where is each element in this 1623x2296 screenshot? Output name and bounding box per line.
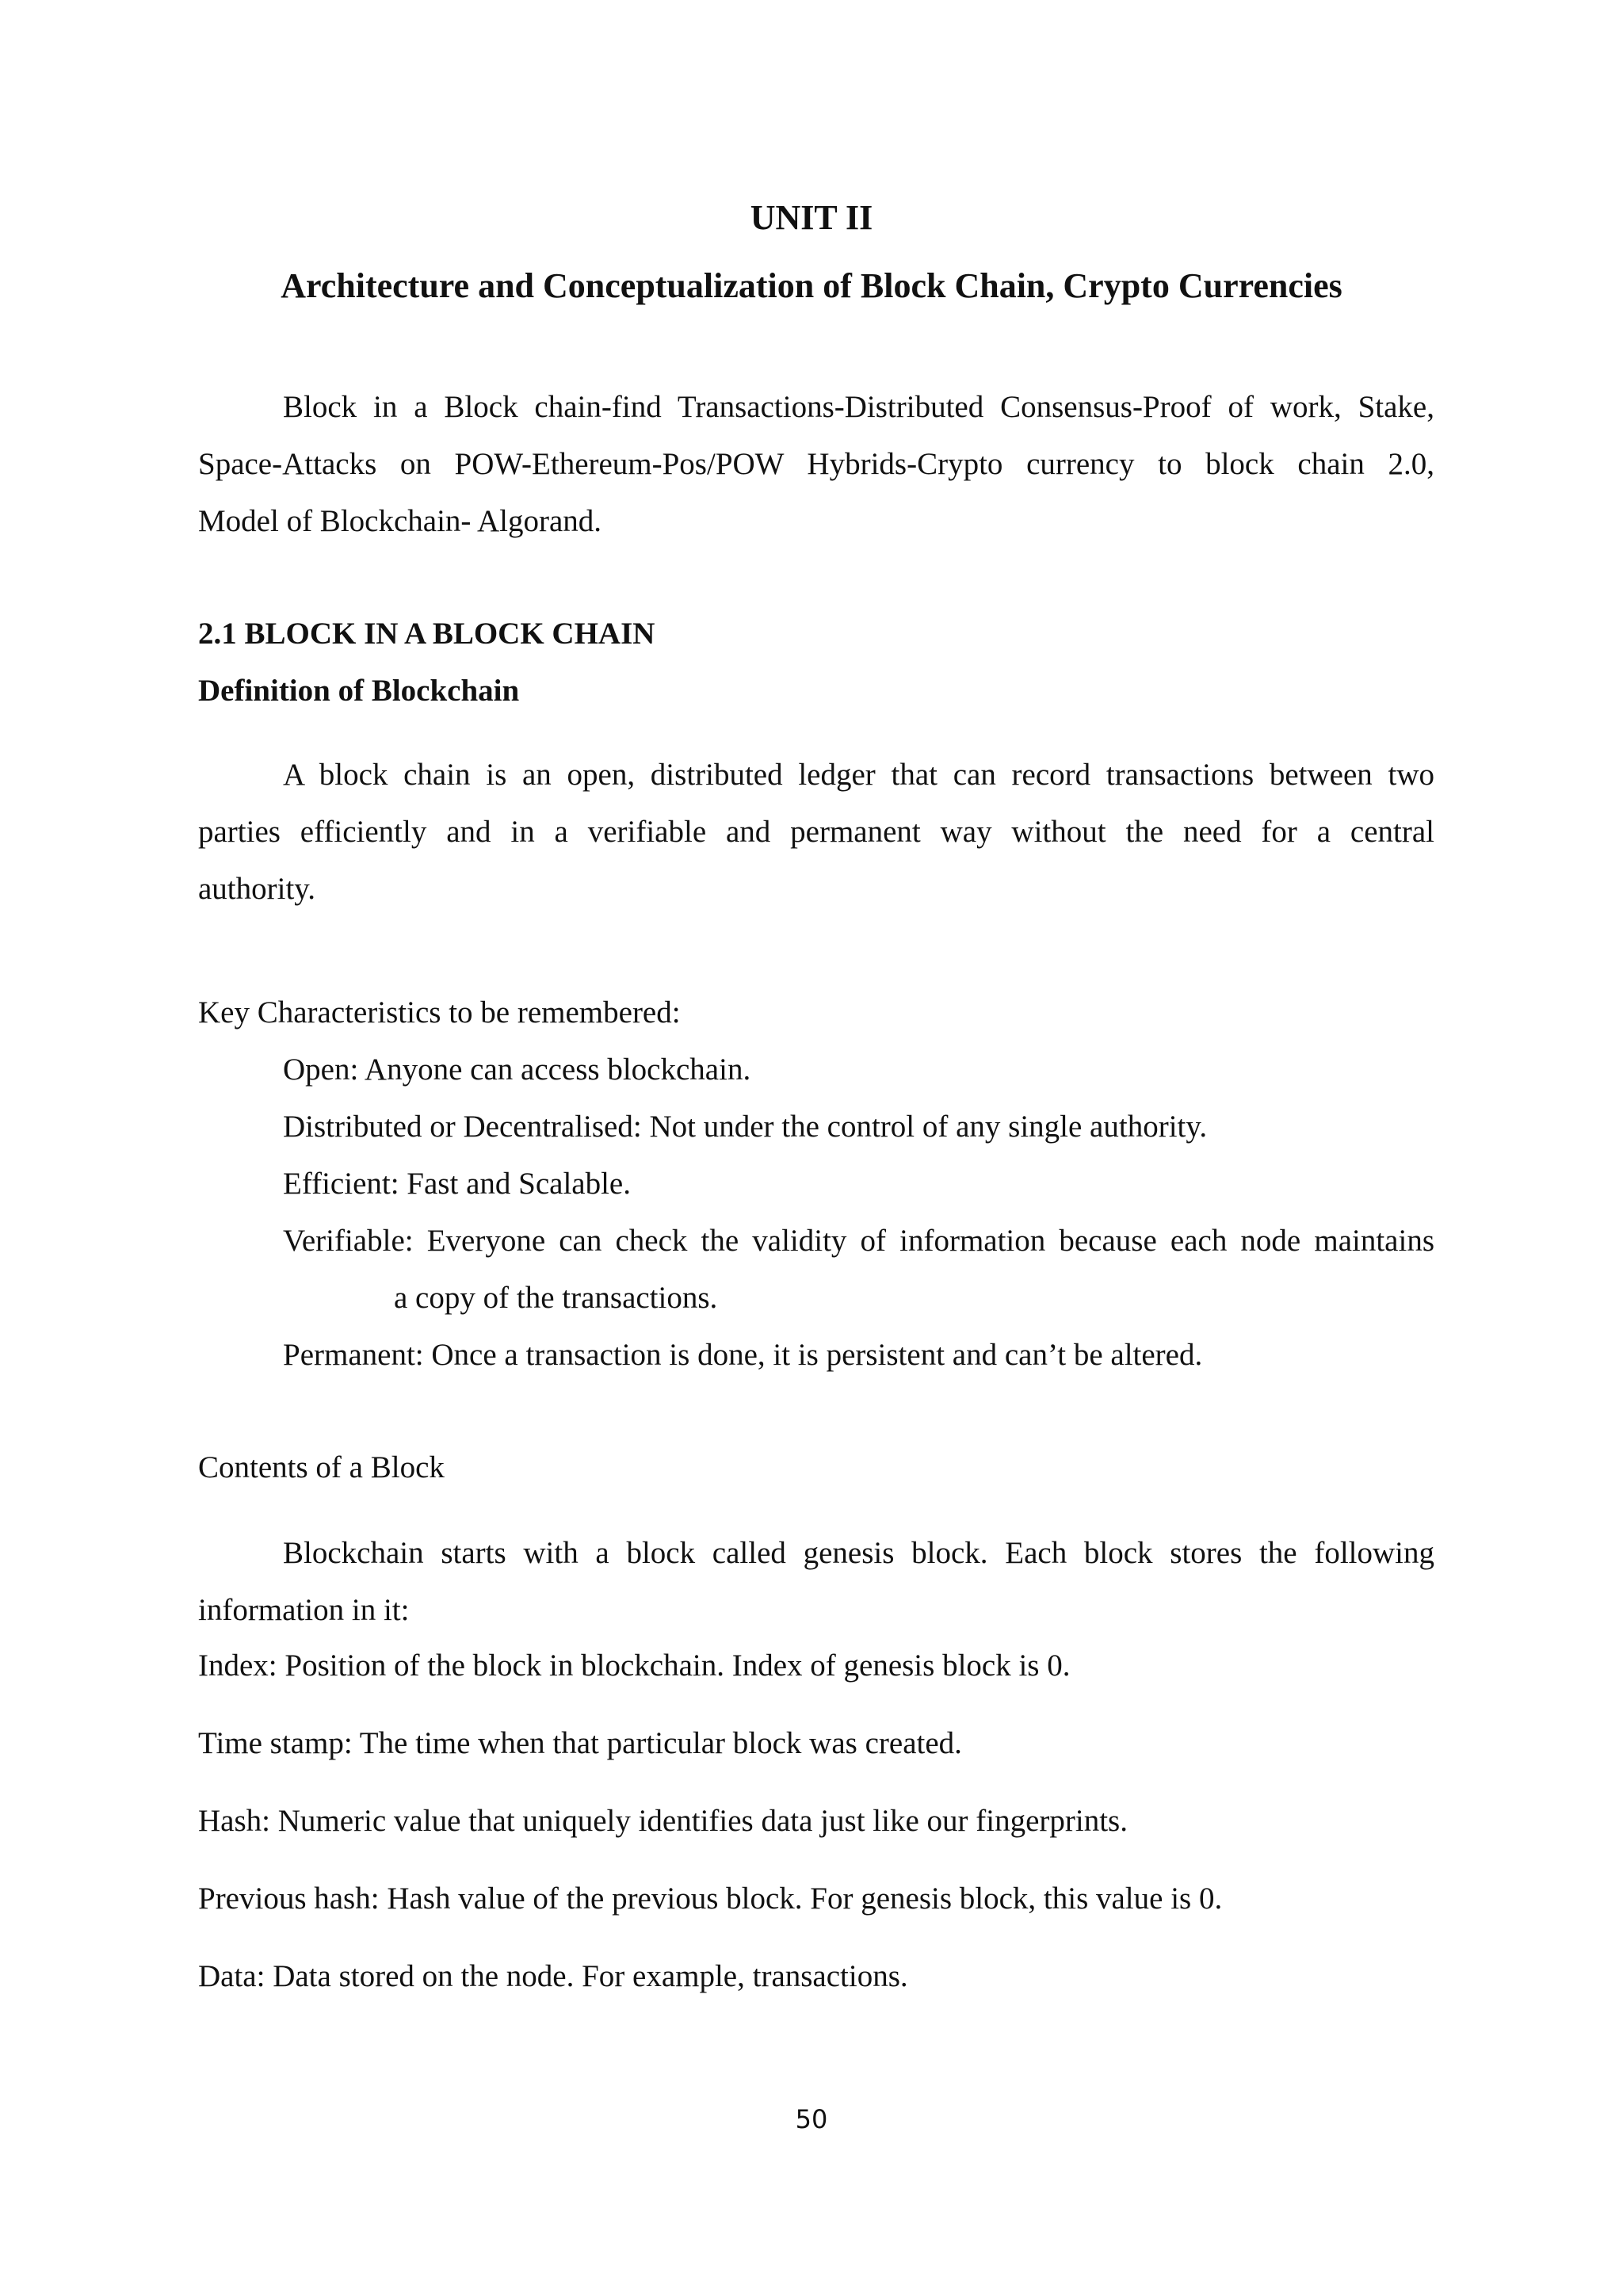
field-previous-hash: Previous hash: Hash value of the previous block. For genesis block, this value is 0. xyxy=(198,1881,1223,1916)
section-heading: 2.1 BLOCK IN A BLOCK CHAIN xyxy=(198,617,655,651)
section-subheading: Definition of Blockchain xyxy=(198,674,520,708)
characteristics-title: Key Characteristics to be remembered: xyxy=(198,995,681,1030)
contents-intro-line-2: information in it: xyxy=(198,1593,410,1627)
page-number: 50 xyxy=(795,2104,828,2134)
syllabus-line-3: Model of Blockchain- Algorand. xyxy=(198,504,602,538)
characteristic-distributed: Distributed or Decentralised: Not under the control of any single authority. xyxy=(283,1110,1208,1144)
syllabus-paragraph xyxy=(198,379,1434,550)
characteristic-open: Open: Anyone can access blockchain. xyxy=(283,1052,751,1087)
definition-paragraph xyxy=(198,747,1434,918)
characteristic-permanent: Permanent: Once a transaction is done, it is persistent and can’t be altered. xyxy=(283,1338,1203,1372)
contents-title: Contents of a Block xyxy=(198,1450,445,1484)
definition-line-2: parties efficiently and in a verifiable and permanent way without the need for a central xyxy=(198,815,1434,849)
characteristic-efficient: Efficient: Fast and Scalable. xyxy=(283,1167,631,1201)
unit-heading: UNIT II xyxy=(750,198,873,237)
field-data: Data: Data stored on the node. For example, transactions. xyxy=(198,1959,908,1993)
unit-title: Architecture and Conceptualization of Block Chain, Crypto Currencies xyxy=(281,266,1342,305)
field-hash: Hash: Numeric value that uniquely identifies data just like our fingerprints. xyxy=(198,1804,1128,1838)
field-index: Index: Position of the block in blockchain. Index of genesis block is 0. xyxy=(198,1648,1071,1683)
definition-line-1: A block chain is an open, distributed ledger that can record transactions between two xyxy=(283,758,1434,792)
characteristic-verifiable xyxy=(283,1213,1434,1270)
definition-line-3: authority. xyxy=(198,872,316,906)
field-time-stamp: Time stamp: The time when that particular block was created. xyxy=(198,1726,962,1760)
syllabus-line-1: Block in a Block chain-find Transactions-Distributed Consensus-Proof of work, Stake, xyxy=(283,390,1434,424)
syllabus-line-2: Space-Attacks on POW-Ethereum-Pos/POW Hybrids-Crypto currency to block chain 2.0, xyxy=(198,447,1434,481)
characteristic-verifiable-line: Verifiable: Everyone can check the validity of information because each node maintains xyxy=(283,1224,1434,1258)
contents-intro-paragraph xyxy=(198,1525,1434,1639)
contents-intro-line-1: Blockchain starts with a block called genesis block. Each block stores the following xyxy=(283,1536,1434,1570)
characteristic-verifiable-continuation: a copy of the transactions. xyxy=(394,1281,718,1315)
